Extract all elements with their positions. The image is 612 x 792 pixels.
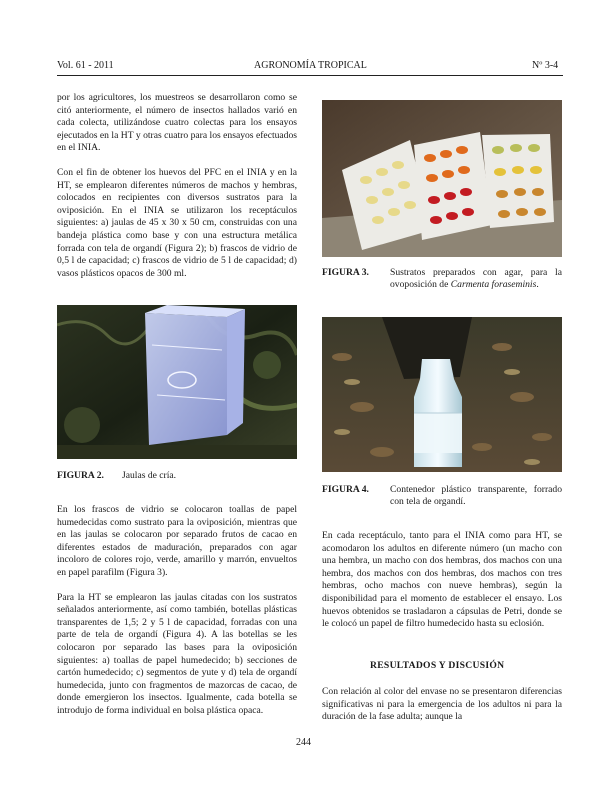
header-issue: Nº 3-4 bbox=[532, 60, 559, 71]
paragraph: por los agricultores, los muestreos se desarrollaron como se citó anteriormente, el número de insectos hallados varió en cada colecta, utilizándose cuatro colectas para los ensayos ejecutados en la HT y otras cuatro para los ensayos efectuados en el INIA. bbox=[57, 92, 297, 154]
left-column-top bbox=[57, 92, 297, 280]
figure-2-label: FIGURA 2. bbox=[57, 470, 104, 481]
figure-4-caption bbox=[322, 484, 562, 509]
figure-3-text: Sustratos preparados con agar, para la ovoposición de bbox=[390, 267, 562, 291]
header-journal: AGRONOMÍA TROPICAL bbox=[254, 60, 367, 71]
figure-3-label: FIGURA 3. bbox=[322, 267, 369, 278]
paragraph: Con relación al color del envase no se presentaron diferencias significativas ni para la emergencia de los adultos ni para la duración de la fase adulta; aunque la bbox=[322, 686, 562, 723]
figure-3-text-end: . bbox=[536, 279, 539, 291]
header-volume: Vol. 61 - 2011 bbox=[57, 60, 114, 71]
figure-4-photo bbox=[322, 317, 562, 472]
figure-4-text: Contenedor plástico transparente, forrado con tela de organdí. bbox=[390, 484, 562, 508]
paragraph: Con el fin de obtener los huevos del PFC en el INIA y en la HT, se emplearon diferentes números de machos y hembras, colocados en recipientes con diversos sustratos para la oviposición. En el INIA se utilizaron los receptáculos siguientes: a) jaulas de 45 x 30 x 50 cm, construidas con una bandeja plástica como base y con una estructura metálica forrada con tela de organdí (Figura 2); b) frascos de vidrio de 0,5 l de capacidad; c) frascos de vidrio de 5 l de capacidad; d) vasos plásticos opacos de 300 ml. bbox=[57, 166, 297, 279]
figure-3-photo bbox=[322, 100, 562, 257]
figure-4-label: FIGURA 4. bbox=[322, 484, 369, 495]
header-rule bbox=[57, 75, 563, 76]
page-number: 244 bbox=[296, 737, 311, 748]
figure-3-species: Carmenta foraseminis bbox=[450, 279, 537, 291]
paragraph: En los frascos de vidrio se colocaron toallas de papel humedecidas como sustrato para la oviposición, mientras que en las jaulas se colocaron por separado frutos de cacao en diferentes estados de maduración, preparados con agar incoloro de colores rojo, verde, amarillo y marrón, envueltos en papel parafilm (Figura 3). bbox=[57, 504, 297, 578]
paragraph: En cada receptáculo, tanto para el INIA como para HT, se acomodaron los adultos en diferente número (un macho con una hembra, un macho con dos hembras, dos machos con una hembra, dos machos con dos hembras, dos machos con tres hembras, ocho machos con nueve hembras), según la disponibilidad para el momento de establecer el ensayo. Los huevos obtenidos se trasladaron a cápsulas de Petri, donde se le colocó un papel de filtro humedecido hasta su eclosión. bbox=[322, 530, 562, 630]
left-column-bottom bbox=[57, 504, 297, 718]
right-column-bottom bbox=[322, 530, 562, 631]
figure-2-caption bbox=[57, 470, 297, 482]
section-heading: RESULTADOS Y DISCUSIÓN bbox=[370, 660, 505, 671]
paragraph: Para la HT se emplearon las jaulas citadas con los sustratos señalados anteriormente, así como también, botellas plásticas transparentes de 1,5; 2 y 5 l de capacidad, forradas con una parte de tela de organdí (Figura 4). A las botellas se les colocaron por separado las bases para la oviposición siguientes: a) toallas de papel humedecido; b) secciones de cartón humedecido; c) segmentos de yute y d) tela de organdí humedecida, junto con fragmentos de mazorcas de cacao, de donde emergieron los insectos. Igualmente, cada botella se introdujo de forma individual en bolsa plástica opaca. bbox=[57, 591, 297, 716]
figure-2-photo bbox=[57, 305, 297, 459]
figure-2-text: Jaulas de cría. bbox=[122, 470, 177, 481]
right-column-results bbox=[322, 686, 562, 724]
figure-3-caption bbox=[322, 267, 562, 292]
